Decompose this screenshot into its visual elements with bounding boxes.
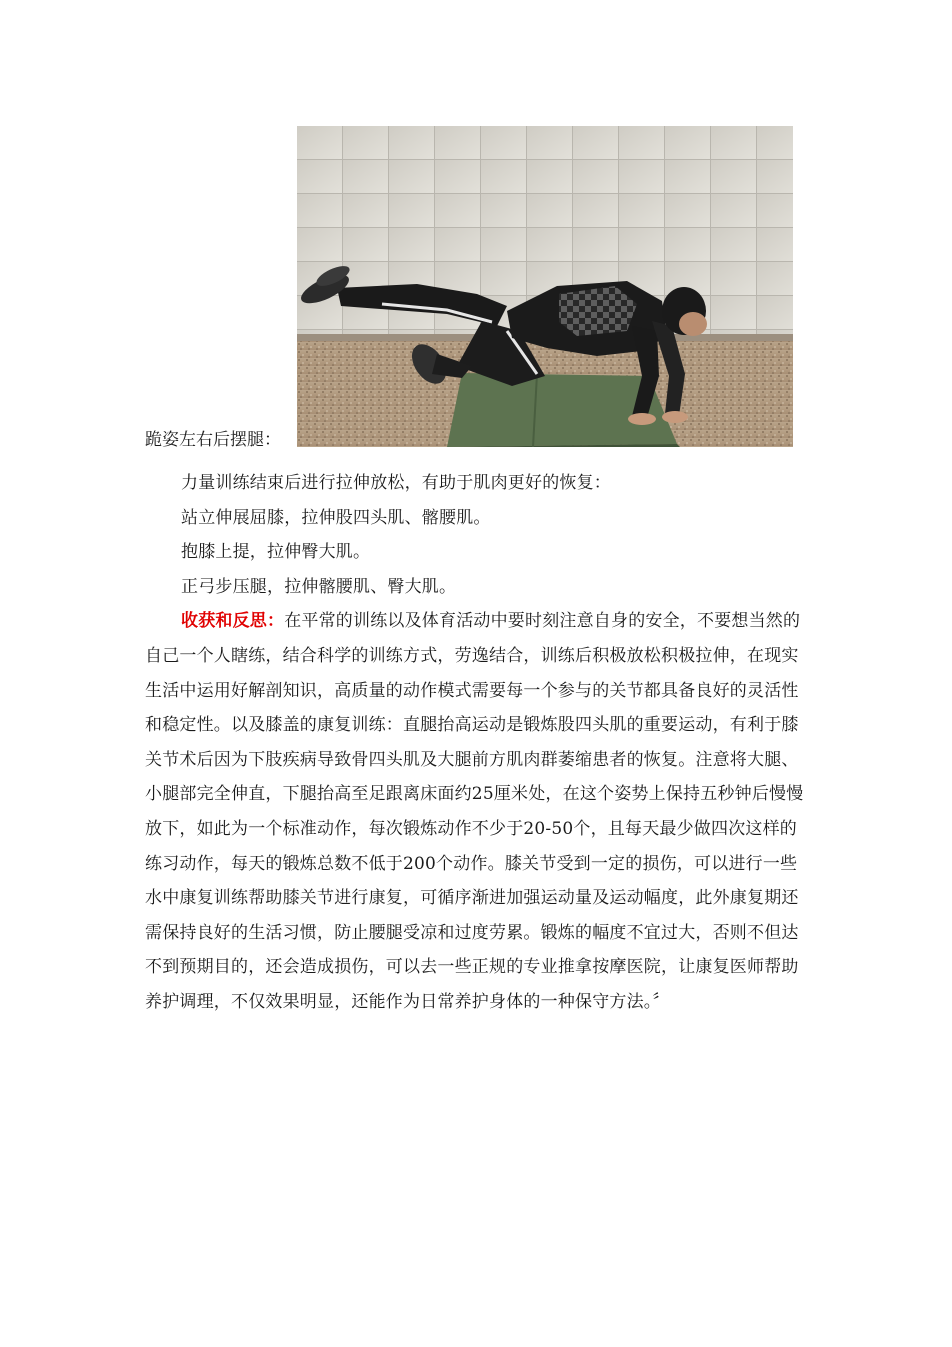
body-text — [145, 466, 810, 1020]
figure-caption: 跪姿左右后摆腿： — [145, 430, 281, 450]
reflection-heading: 收获和反思： — [181, 611, 285, 632]
reflection-body: 在平常的训练以及体育活动中要时刻注意自身的安全，不要想当然的自己一个人瞎练，结合科学的训练方式，劳逸结合，训练后积极放松积极拉伸，在现实生活中运用好解剖知识，高质量的动作模式需要每一个参与的关节都具备良好的灵活性和稳定性。以及膝盖的康复训练：直腿抬高运动是锻炼股四头肌的重要运动，有利于膝关节术后因为下肢疾病导致骨四头肌及大腿前方肌肉群萎缩患者的恢复。注意将大腿、小腿部完全伸直，下腿抬高至足跟离床面约25厘米处，在这个姿势上保持五秒钟后慢慢放下，如此为一个标准动作，每次锻炼动作不少于20-50个，且每天最少做四次这样的练习动作，每天的锻炼总数不低于200个动作。膝关节受到一定的损伤，可以进行一些水中康复训练帮助膝关节进行康复，可循序渐进加强运动量及运动幅度，此外康复期还需保持良好的生活习惯，防止腰腿受凉和过度劳累。锻炼的幅度不宜过大，否则不但达不到预期目的，还会造成损伤，可以去一些正规的专业推拿按摩医院，让康复医师帮助养护调理，不仅效果明显，还能作为日常养护身体的一种保守方法。〞 — [145, 611, 804, 1012]
stretch-intro: 力量训练结束后进行拉伸放松，有助于肌肉更好的恢复： — [181, 473, 611, 493]
figure-block — [145, 126, 805, 448]
reflection-paragraph — [145, 604, 810, 1019]
exercise-photo-illustration — [297, 126, 793, 447]
stretch-item: 站立伸展屈膝，拉伸股四头肌、髂腰肌。 — [181, 507, 491, 528]
stretch-item: 正弓步压腿，拉伸髂腰肌、臀大肌。 — [181, 576, 457, 597]
exercise-photo — [297, 126, 793, 447]
stretch-item: 抱膝上提，拉伸臀大肌。 — [181, 542, 371, 563]
